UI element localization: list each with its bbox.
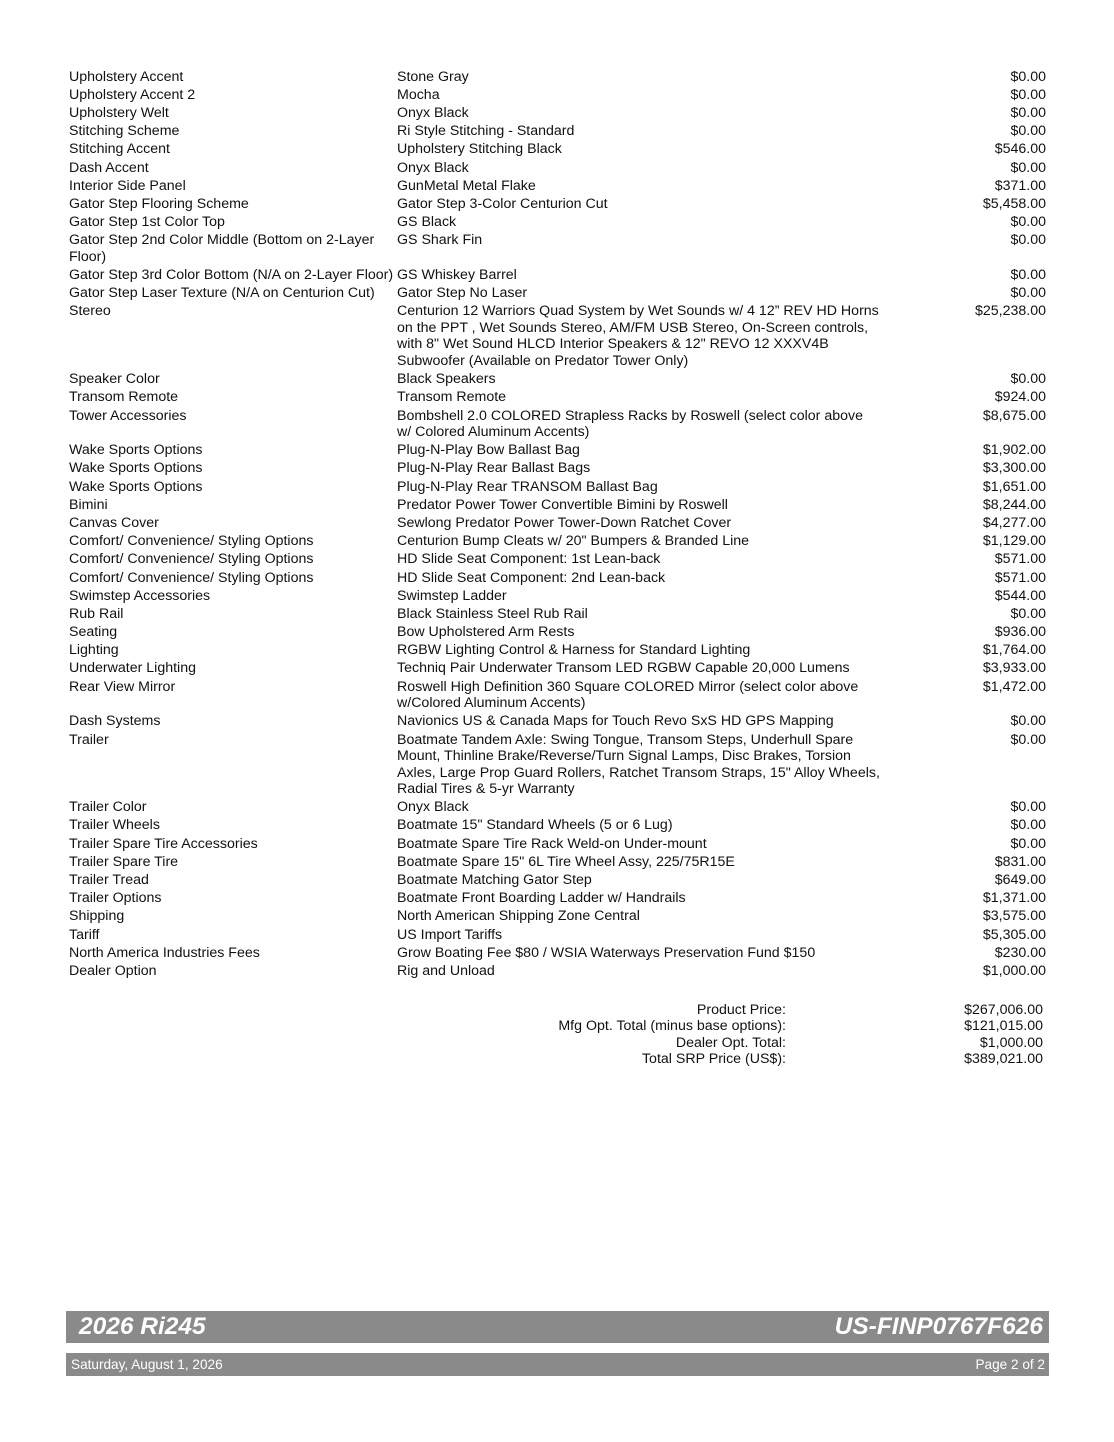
- option-row: [69, 550, 1046, 568]
- option-category: Comfort/ Convenience/ Styling Options: [69, 569, 314, 586]
- option-description: GunMetal Metal Flake: [397, 177, 536, 194]
- option-description: Gator Step 3-Color Centurion Cut: [397, 196, 608, 212]
- option-row: [69, 176, 1046, 194]
- option-description: Upholstery Stitching Black: [397, 141, 562, 158]
- option-row: [69, 712, 1046, 730]
- option-row: [69, 406, 1046, 441]
- option-description: Onyx Black: [397, 159, 469, 176]
- option-category: Gator Step 3rd Color Bottom (N/A on 2-Layer Floor): [69, 267, 394, 284]
- option-category: Trailer: [69, 731, 109, 748]
- option-description: Transom Remote: [397, 389, 507, 406]
- option-description: Boatmate Spare 15" 6L Tire Wheel Assy, 225/75R15E: [397, 853, 735, 870]
- option-row: [69, 816, 1046, 834]
- option-row: [69, 284, 1046, 302]
- option-category: Tariff: [69, 926, 100, 943]
- total-row: [69, 1051, 1043, 1067]
- option-row: [69, 302, 1046, 370]
- option-row: [69, 730, 1046, 798]
- total-row: [69, 1035, 1043, 1051]
- option-price: $924.00: [994, 389, 1046, 406]
- option-category: Shipping: [69, 908, 125, 925]
- option-price: $5,458.00: [982, 196, 1046, 212]
- total-value: $1,000.00: [979, 1034, 1043, 1051]
- option-category: Dealer Option: [69, 962, 157, 979]
- option-price: $4,277.00: [982, 514, 1046, 531]
- option-price: $3,933.00: [982, 660, 1046, 677]
- option-row: [69, 103, 1046, 121]
- option-category: Dash Accent: [69, 159, 149, 176]
- total-label: Product Price:: [696, 1002, 786, 1018]
- option-description: Bow Upholstered Arm Rests: [397, 624, 575, 641]
- option-price: $0.00: [1010, 371, 1046, 388]
- option-description: Plug-N-Play Bow Ballast Bag: [397, 442, 580, 459]
- option-price: $25,238.00: [974, 303, 1046, 320]
- total-label: Dealer Opt. Total:: [675, 1034, 786, 1051]
- option-row: [69, 834, 1046, 852]
- option-category: Comfort/ Convenience/ Styling Options: [69, 533, 314, 550]
- option-category: Wake Sports Options: [69, 442, 203, 459]
- option-description: Rig and Unload: [397, 962, 495, 979]
- option-price: $0.00: [1010, 285, 1046, 302]
- option-price: $1,472.00: [982, 678, 1046, 695]
- option-description: Bombshell 2.0 COLORED Strapless Racks by Roswell (select color above w/ Colored Aluminum Accents): [397, 407, 864, 440]
- option-row: [69, 388, 1046, 406]
- option-description: Navionics US & Canada Maps for Touch Revo SxS HD GPS Mapping: [397, 713, 834, 730]
- option-price: $0.00: [1010, 731, 1046, 748]
- option-price: $0.00: [1010, 267, 1046, 284]
- option-row: [69, 85, 1046, 103]
- option-category: Stereo: [69, 303, 111, 320]
- options-table: [69, 67, 1046, 979]
- build-id: US-FINP0767F626: [834, 1313, 1043, 1340]
- option-price: $571.00: [994, 569, 1046, 586]
- option-price: $0.00: [1010, 123, 1046, 140]
- option-price: $0.00: [1010, 232, 1046, 249]
- option-price: $8,244.00: [982, 496, 1046, 513]
- option-row: [69, 265, 1046, 283]
- option-description: Centurion Bump Cleats w/ 20" Bumpers & Branded Line: [397, 533, 750, 550]
- option-category: Trailer Spare Tire: [69, 853, 179, 870]
- option-category: Gator Step Laser Texture (N/A on Centurion Cut): [69, 285, 375, 302]
- option-row: [69, 659, 1046, 677]
- option-price: $0.00: [1010, 817, 1046, 834]
- total-value: $267,006.00: [964, 1002, 1043, 1018]
- option-category: Trailer Wheels: [69, 817, 160, 834]
- option-category: Transom Remote: [69, 389, 179, 406]
- option-row: [69, 961, 1046, 979]
- option-description: GS Black: [397, 214, 457, 231]
- option-category: Wake Sports Options: [69, 478, 203, 495]
- option-description: Roswell High Definition 360 Square COLORED Mirror (select color above w/Colored Aluminum Accents): [397, 678, 859, 712]
- option-description: GS Shark Fin: [397, 232, 483, 249]
- option-price: $1,764.00: [982, 642, 1046, 659]
- option-description: HD Slide Seat Component: 1st Lean-back: [397, 551, 661, 568]
- option-row: [69, 568, 1046, 586]
- option-price: $0.00: [1010, 214, 1046, 231]
- option-row: [69, 943, 1046, 961]
- option-row: [69, 677, 1046, 712]
- option-description: Stone Gray: [397, 68, 469, 85]
- option-price: $0.00: [1010, 799, 1046, 816]
- option-category: Upholstery Accent 2: [69, 86, 196, 103]
- option-description: Black Speakers: [397, 371, 496, 388]
- option-price: $1,371.00: [982, 890, 1046, 907]
- option-description: Sewlong Predator Power Tower-Down Ratchet Cover: [397, 514, 732, 531]
- option-row: [69, 531, 1046, 549]
- option-category: Canvas Cover: [69, 514, 159, 531]
- option-description: Swimstep Ladder: [397, 587, 507, 604]
- footer-title-bar: [66, 1311, 1049, 1343]
- option-price: $3,300.00: [982, 460, 1046, 477]
- option-price: $0.00: [1010, 605, 1046, 622]
- option-description: Centurion 12 Warriors Quad System by Wet Sounds w/ 4 12” REV HD Horns on the PPT , Wet Sounds Stereo, AM/FM USB Stereo, On-Screen controls, with 8" Wet Sound HLCD Interior Speakers & 12" REVO 12 XXXV4B Subwoofer (Available on Predator Tower Only): [397, 303, 879, 369]
- option-description: Boatmate Spare Tire Rack Weld-on Under-mount: [397, 835, 707, 852]
- option-category: Seating: [69, 624, 118, 641]
- print-date: Saturday, August 1, 2026: [71, 1357, 223, 1372]
- option-category: Rub Rail: [69, 605, 124, 622]
- option-row: [69, 67, 1046, 85]
- price-totals: [69, 1002, 1043, 1068]
- option-category: Upholstery Accent: [69, 68, 184, 85]
- option-price: $0.00: [1010, 86, 1046, 103]
- option-price: $3,575.00: [982, 908, 1046, 925]
- option-row: [69, 907, 1046, 925]
- option-category: Trailer Color: [69, 799, 147, 816]
- footer-info-bar: [66, 1353, 1049, 1376]
- page-number: Page 2 of 2: [975, 1357, 1045, 1372]
- option-category: Stitching Scheme: [69, 123, 180, 140]
- total-value: $389,021.00: [964, 1051, 1043, 1068]
- option-price: $1,000.00: [982, 962, 1046, 979]
- option-category: Gator Step 1st Color Top: [69, 214, 225, 231]
- option-category: Trailer Options: [69, 890, 162, 907]
- option-price: $1,651.00: [982, 478, 1046, 495]
- option-description: Boatmate Tandem Axle: Swing Tongue, Transom Steps, Underhull Spare Mount, Thinline Brake/Reverse/Turn Signal Lamps, Disc Brakes, Torsion Axles, Large Prop Guard Rollers, Ratchet Transom Straps, 15" Alloy Wheels, Radial Tires & 5-yr Warranty: [397, 731, 880, 797]
- option-category: Trailer Tread: [69, 871, 149, 888]
- option-row: [69, 641, 1046, 659]
- option-price: $831.00: [994, 853, 1046, 870]
- option-description: Ri Style Stitching - Standard: [397, 123, 575, 140]
- option-price: $8,675.00: [982, 407, 1046, 424]
- option-row: [69, 513, 1046, 531]
- option-category: Lighting: [69, 642, 119, 659]
- option-price: $571.00: [994, 551, 1046, 568]
- option-description: Black Stainless Steel Rub Rail: [397, 605, 588, 622]
- option-row: [69, 495, 1046, 513]
- option-category: Interior Side Panel: [69, 177, 186, 194]
- option-description: Gator Step No Laser: [397, 285, 528, 302]
- option-description: Plug-N-Play Rear Ballast Bags: [397, 460, 591, 477]
- option-description: HD Slide Seat Component: 2nd Lean-back: [397, 569, 666, 586]
- option-category: North America Industries Fees: [69, 944, 260, 961]
- total-label: Total SRP Price (US$):: [641, 1051, 786, 1068]
- option-category: Bimini: [69, 496, 108, 513]
- option-row: [69, 231, 1046, 266]
- option-row: [69, 586, 1046, 604]
- option-row: [69, 477, 1046, 495]
- option-description: Mocha: [397, 86, 440, 103]
- option-description: Predator Power Tower Convertible Bimini by Roswell: [397, 496, 728, 513]
- option-row: [69, 888, 1046, 906]
- option-row: [69, 441, 1046, 459]
- model-name: 2026 Ri245: [79, 1313, 206, 1340]
- option-category: Tower Accessories: [69, 407, 187, 424]
- option-category: Stitching Accent: [69, 141, 170, 158]
- option-description: Onyx Black: [397, 799, 469, 816]
- option-row: [69, 622, 1046, 640]
- option-price: $649.00: [994, 871, 1046, 888]
- option-price: $0.00: [1010, 159, 1046, 176]
- option-description: RGBW Lighting Control & Harness for Standard Lighting: [397, 642, 751, 659]
- option-row: [69, 158, 1046, 176]
- option-category: Gator Step Flooring Scheme: [69, 196, 249, 212]
- option-price: $230.00: [994, 944, 1046, 961]
- total-row: [69, 1018, 1043, 1034]
- option-category: Swimstep Accessories: [69, 587, 211, 604]
- option-price: $1,902.00: [982, 442, 1046, 459]
- option-row: [69, 798, 1046, 816]
- option-category: Wake Sports Options: [69, 460, 203, 477]
- option-description: Boatmate Front Boarding Ladder w/ Handrails: [397, 890, 686, 907]
- option-row: [69, 852, 1046, 870]
- total-value: $121,015.00: [964, 1018, 1043, 1035]
- option-description: Grow Boating Fee $80 / WSIA Waterways Preservation Fund $150: [397, 944, 816, 961]
- option-description: Onyx Black: [397, 105, 469, 122]
- option-category: Speaker Color: [69, 371, 160, 388]
- option-row: [69, 459, 1046, 477]
- option-row: [69, 194, 1046, 212]
- option-row: [69, 140, 1046, 158]
- option-description: Plug-N-Play Rear TRANSOM Ballast Bag: [397, 478, 658, 495]
- option-price: $936.00: [994, 624, 1046, 641]
- option-description: Boatmate Matching Gator Step: [397, 871, 592, 888]
- option-row: [69, 213, 1046, 231]
- option-price: $0.00: [1010, 713, 1046, 730]
- option-category: Rear View Mirror: [69, 678, 176, 695]
- total-row: [69, 1002, 1043, 1018]
- option-category: Dash Systems: [69, 713, 161, 730]
- option-category: Gator Step 2nd Color Middle (Bottom on 2-Layer Floor): [69, 232, 375, 265]
- option-price: $544.00: [994, 587, 1046, 604]
- option-row: [69, 925, 1046, 943]
- option-price: $371.00: [994, 177, 1046, 194]
- option-description: Techniq Pair Underwater Transom LED RGBW Capable 20,000 Lumens: [397, 660, 850, 677]
- option-description: US Import Tariffs: [397, 926, 503, 943]
- option-price: $0.00: [1010, 835, 1046, 852]
- option-price: $546.00: [994, 141, 1046, 158]
- option-row: [69, 369, 1046, 387]
- option-description: GS Whiskey Barrel: [397, 267, 517, 284]
- option-price: $1,129.00: [982, 533, 1046, 550]
- option-description: North American Shipping Zone Central: [397, 908, 640, 925]
- option-price: $5,305.00: [982, 926, 1046, 943]
- option-category: Upholstery Welt: [69, 105, 169, 122]
- option-price: $0.00: [1010, 68, 1046, 85]
- option-category: Underwater Lighting: [69, 660, 196, 677]
- option-row: [69, 604, 1046, 622]
- option-category: Trailer Spare Tire Accessories: [69, 835, 258, 852]
- option-description: Boatmate 15" Standard Wheels (5 or 6 Lug): [397, 817, 673, 834]
- option-price: $0.00: [1010, 105, 1046, 122]
- total-label: Mfg Opt. Total (minus base options):: [558, 1018, 786, 1035]
- option-row: [69, 870, 1046, 888]
- option-row: [69, 122, 1046, 140]
- option-category: Comfort/ Convenience/ Styling Options: [69, 551, 314, 568]
